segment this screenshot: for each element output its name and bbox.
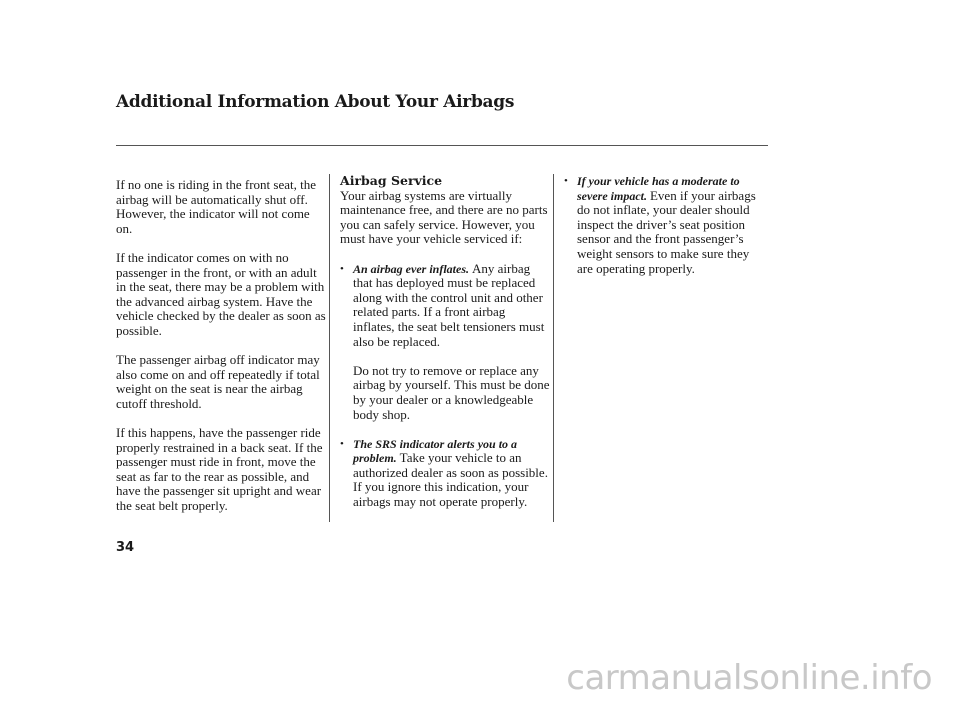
- list-item-text: Take your vehicle to an authorized dealer as soon as possible. If you ignore this indication, your airbags may not operate properly.: [353, 450, 548, 510]
- paragraph-indicator-off: If no one is riding in the front seat, the airbag will be automatically shut off. However, the indicator will not come on.: [116, 177, 317, 236]
- column-left: [116, 178, 328, 528]
- section-title-airbag-service: Airbag Service: [340, 173, 443, 188]
- column-divider-left: [329, 174, 330, 522]
- watermark: carmanualsonline.info: [566, 658, 932, 698]
- column-right: [564, 174, 764, 291]
- list-item-lead: If your vehicle has a moderate to severe impact.: [577, 174, 740, 203]
- paragraph-indicator-repeat: The passenger airbag off indicator may also come on and off repeatedly if total weight on the seat is near the airbag cutoff threshold.: [116, 352, 320, 411]
- title-divider: [116, 145, 768, 146]
- list-item-text: Even if your airbags do not inflate, your dealer should inspect the driver’s seat position sensor and the front passenger’s weight sensors to make sure they are operating properly.: [577, 187, 756, 276]
- bullet-icon: •: [340, 262, 344, 275]
- column-divider-right: [553, 174, 554, 522]
- page-number: 34: [116, 540, 135, 555]
- list-item-airbag-inflates: [340, 262, 550, 350]
- list-item-impact: [564, 174, 764, 276]
- list-item-srs-indicator: [340, 437, 550, 510]
- paragraph-passenger-advice: If this happens, have the passenger ride properly restrained in a back seat. If the passenger must ride in front, move the seat as far to the rear as possible, and have the passenger sit upright and wear the seat belt properly.: [116, 425, 323, 514]
- paragraph-indicator-problem: If the indicator comes on with no passenger in the front, or with an adult in the seat, there may be a problem with the advanced airbag system. Have the vehicle checked by the dealer as soon as possible.: [116, 249, 326, 338]
- bullet-icon: •: [564, 175, 568, 187]
- bullet-icon: •: [340, 437, 344, 450]
- airbag-service-note: Do not try to remove or replace any airbag by yourself. This must be done by your dealer or a knowledgeable body shop.: [353, 362, 550, 422]
- list-item-lead: An airbag ever inflates.: [353, 261, 472, 276]
- list-item-lead: The SRS indicator alerts you to a problem.: [353, 436, 518, 466]
- page-title: Additional Information About Your Airbags: [116, 92, 515, 112]
- airbag-service-intro: Your airbag systems are virtually maintenance free, and there are no parts you can safely service. However, you must have your vehicle serviced if:: [340, 187, 548, 247]
- list-item-text: Any airbag that has deployed must be replaced along with the control unit and other related parts. If a front airbag inflates, the seat belt tensioners must also be replaced.: [353, 260, 545, 349]
- column-middle: [340, 174, 550, 524]
